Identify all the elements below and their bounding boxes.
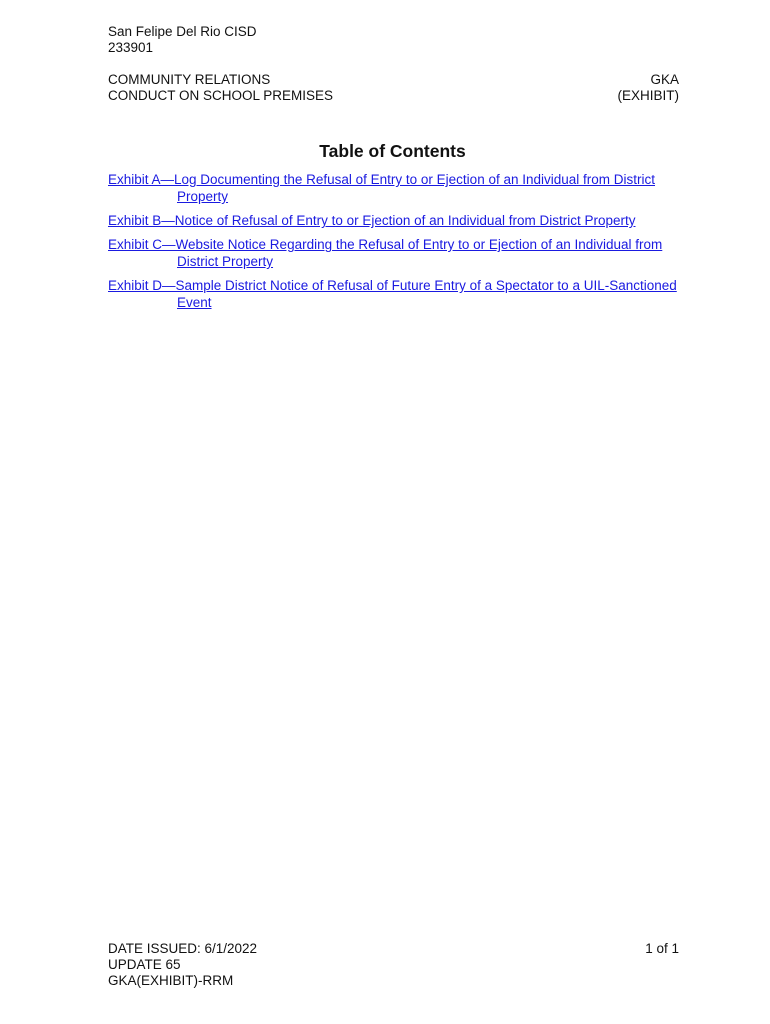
toc-link-exhibit-c[interactable]: Exhibit C—Website Notice Regarding the Refusal of Entry to or Ejection of an Individual from District Property [108,237,663,269]
policy-type: (EXHIBIT) [617,88,679,103]
page-number: 1 of 1 [645,941,679,956]
table-of-contents [108,171,680,318]
toc-link-exhibit-a[interactable]: Exhibit A—Log Documenting the Refusal of Entry to or Ejection of an Individual from District Property [108,172,656,204]
policy-code: GKA [650,72,679,87]
date-issued: DATE ISSUED: 6/1/2022 [108,941,258,956]
toc-link-exhibit-d[interactable]: Exhibit D—Sample District Notice of Refusal of Future Entry of a Spectator to a UIL-Sanctioned Event [108,278,677,310]
district-header [108,24,257,56]
district-name: San Felipe Del Rio CISD [108,24,257,39]
update-number: UPDATE 65 [108,957,181,972]
footer-info [108,941,257,989]
section-title: COMMUNITY RELATIONS [108,72,271,87]
document-code: GKA(EXHIBIT)-RRM [108,973,234,988]
page-number-block [645,941,679,957]
toc-link-exhibit-b[interactable]: Exhibit B—Notice of Refusal of Entry to or Ejection of an Individual from District Property [108,213,636,228]
district-number: 233901 [108,40,154,55]
toc-title: Table of Contents [319,141,466,161]
subsection-title: CONDUCT ON SCHOOL PREMISES [108,88,334,103]
section-heading [108,72,333,104]
policy-code-block [617,72,679,104]
